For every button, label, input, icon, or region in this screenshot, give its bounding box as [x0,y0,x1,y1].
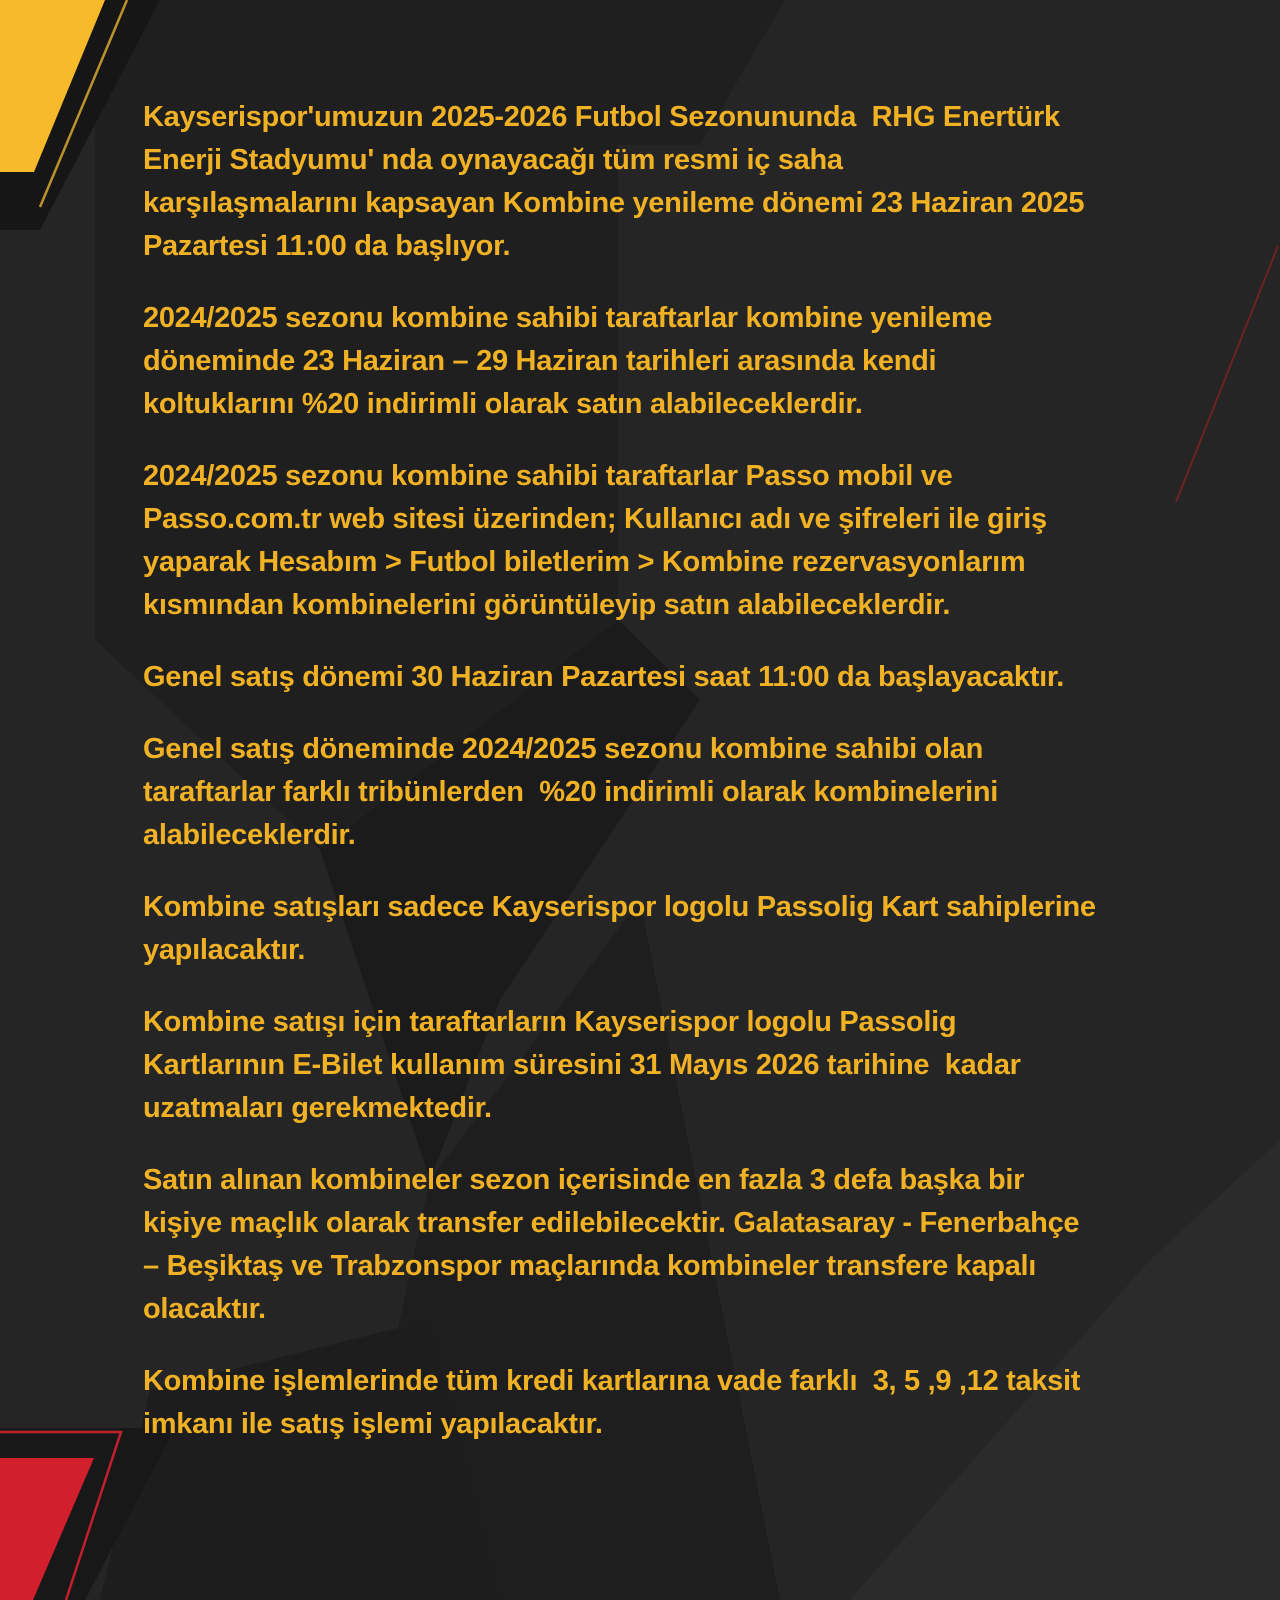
announcement-paragraph [143,728,1233,857]
announcement-paragraph [143,455,1233,627]
text-line: Kartlarının E-Bilet kullanım süresini 31 Mayıs 2026 tarihine kadar [143,1049,1021,1081]
announcement-paragraph [143,297,1233,426]
announcement-paragraph [143,656,1233,699]
text-line: – Beşiktaş ve Trabzonspor maçlarında kombineler transfere kapalı [143,1250,1037,1282]
text-line: koltuklarını %20 indirimli olarak satın alabileceklerdir. [143,388,863,420]
announcement-paragraph [143,96,1233,268]
announcement-paragraph [143,1159,1233,1331]
text-line: karşılaşmalarını kapsayan Kombine yenileme dönemi 23 Haziran 2025 [143,187,1085,219]
text-line: taraftarlar farklı tribünlerden %20 indirimli olarak kombinelerini [143,776,998,808]
text-line: Kombine satışı için taraftarların Kayserispor logolu Passolig [143,1006,957,1038]
text-line: imkanı ile satış işlemi yapılacaktır. [143,1408,603,1440]
text-line: Kombine satışları sadece Kayserispor logolu Passolig Kart sahiplerine [143,891,1096,923]
text-line: 2024/2025 sezonu kombine sahibi taraftarlar kombine yenileme [143,302,993,334]
text-line: Kayserispor'umuzun 2025-2026 Futbol Sezonununda RHG Enertürk [143,101,1060,133]
text-line: Genel satış dönemi 30 Haziran Pazartesi saat 11:00 da başlayacaktır. [143,661,1064,693]
text-line: 2024/2025 sezonu kombine sahibi taraftarlar Passo mobil ve [143,460,953,492]
announcement-text [143,96,1233,1475]
announcement-paragraph [143,1001,1233,1130]
text-line: Passo.com.tr web sitesi üzerinden; Kullanıcı adı ve şifreleri ile giriş [143,503,1047,535]
announcement-paragraph [143,1360,1233,1446]
text-line: uzatmaları gerekmektedir. [143,1092,492,1124]
announcement-paragraph [143,886,1233,972]
text-line: Enerji Stadyumu' nda oynayacağı tüm resmi iç saha [143,144,843,176]
text-line: Genel satış döneminde 2024/2025 sezonu kombine sahibi olan [143,733,983,765]
text-line: Satın alınan kombineler sezon içerisinde en fazla 3 defa başka bir [143,1164,1025,1196]
text-line: Kombine işlemlerinde tüm kredi kartlarına vade farklı 3, 5 ,9 ,12 taksit [143,1365,1081,1397]
text-line: Pazartesi 11:00 da başlıyor. [143,230,511,262]
text-line: kişiye maçlık olarak transfer edilebilecektir. Galatasaray - Fenerbahçe [143,1207,1080,1239]
text-line: yaparak Hesabım > Futbol biletlerim > Kombine rezervasyonlarım [143,546,1026,578]
text-line: döneminde 23 Haziran – 29 Haziran tarihleri arasında kendi [143,345,937,377]
text-line: olacaktır. [143,1293,266,1325]
text-line: kısmından kombinelerini görüntüleyip satın alabileceklerdir. [143,589,951,621]
text-line: alabileceklerdir. [143,819,356,851]
text-line: yapılacaktır. [143,934,306,966]
